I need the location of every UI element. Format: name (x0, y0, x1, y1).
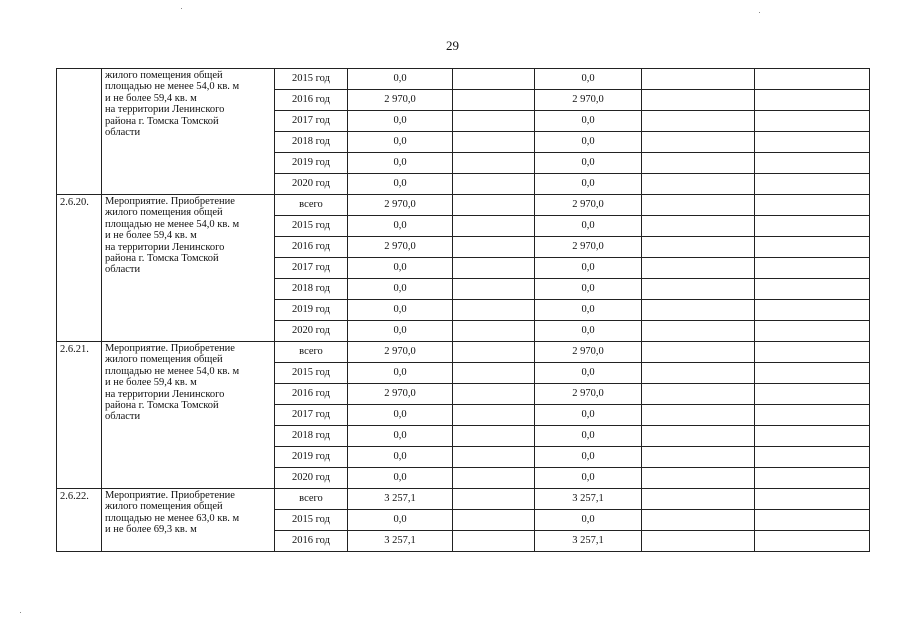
empty-cell (642, 405, 755, 426)
federal-cell (453, 174, 535, 195)
description-line: и не более 69,3 кв. м (105, 524, 197, 536)
description-line: и не более 59,4 кв. м (105, 92, 197, 104)
empty-cell (642, 111, 755, 132)
federal-cell (453, 363, 535, 384)
description-line: площадью не менее 54,0 кв. м (105, 81, 240, 93)
federal-cell (453, 195, 535, 216)
year-cell: 2016 год (275, 384, 348, 405)
federal-cell (453, 468, 535, 489)
description-line: жилого помещения общей (105, 354, 223, 366)
local-budget-cell: 3 257,1 (535, 531, 642, 552)
empty-cell (755, 195, 870, 216)
local-budget-cell: 0,0 (535, 426, 642, 447)
total-cell: 0,0 (348, 426, 453, 447)
local-budget-cell: 0,0 (535, 216, 642, 237)
local-budget-cell: 2 970,0 (535, 237, 642, 258)
local-budget-cell: 0,0 (535, 510, 642, 531)
scan-mark (759, 12, 760, 13)
year-cell: 2015 год (275, 510, 348, 531)
item-number: 2.6.22. (57, 489, 102, 552)
local-budget-cell: 0,0 (535, 174, 642, 195)
federal-cell (453, 90, 535, 111)
description-line: и не более 59,4 кв. м (105, 377, 197, 389)
description-line: площадью не менее 54,0 кв. м (105, 218, 240, 230)
empty-cell (755, 90, 870, 111)
empty-cell (755, 279, 870, 300)
local-budget-cell: 0,0 (535, 279, 642, 300)
federal-cell (453, 258, 535, 279)
empty-cell (755, 405, 870, 426)
scan-mark (20, 612, 21, 613)
local-budget-cell: 0,0 (535, 153, 642, 174)
year-cell: 2018 год (275, 132, 348, 153)
year-cell: всего (275, 342, 348, 363)
table-row (57, 69, 870, 90)
year-cell: 2020 год (275, 321, 348, 342)
total-cell: 0,0 (348, 258, 453, 279)
empty-cell (755, 342, 870, 363)
local-budget-cell: 0,0 (535, 300, 642, 321)
description-line: жилого помещения общей (105, 70, 223, 81)
year-cell: 2017 год (275, 111, 348, 132)
total-cell: 3 257,1 (348, 489, 453, 510)
empty-cell (755, 300, 870, 321)
total-cell: 0,0 (348, 321, 453, 342)
empty-cell (755, 489, 870, 510)
empty-cell (755, 384, 870, 405)
description-line: области (105, 127, 141, 139)
total-cell: 0,0 (348, 153, 453, 174)
total-cell: 2 970,0 (348, 384, 453, 405)
local-budget-cell: 0,0 (535, 132, 642, 153)
federal-cell (453, 426, 535, 447)
total-cell: 0,0 (348, 405, 453, 426)
empty-cell (642, 279, 755, 300)
year-cell: 2020 год (275, 468, 348, 489)
description-line: площадью не менее 63,0 кв. м (105, 512, 240, 524)
total-cell: 0,0 (348, 174, 453, 195)
description-line: района г. Томска Томской (105, 400, 219, 412)
description-line: жилого помещения общей (105, 207, 223, 219)
description-line: жилого помещения общей (105, 501, 223, 513)
description-line: на территории Ленинского (105, 104, 225, 116)
item-number: 2.6.20. (57, 195, 102, 342)
year-cell: 2017 год (275, 405, 348, 426)
year-cell: всего (275, 489, 348, 510)
year-cell: 2017 год (275, 258, 348, 279)
empty-cell (755, 216, 870, 237)
scan-mark (181, 8, 182, 9)
total-cell: 2 970,0 (348, 237, 453, 258)
federal-cell (453, 405, 535, 426)
total-cell: 0,0 (348, 216, 453, 237)
empty-cell (755, 174, 870, 195)
federal-cell (453, 489, 535, 510)
empty-cell (642, 510, 755, 531)
local-budget-cell: 3 257,1 (535, 489, 642, 510)
local-budget-cell: 2 970,0 (535, 342, 642, 363)
description-line: на территории Ленинского (105, 388, 225, 400)
year-cell: 2016 год (275, 531, 348, 552)
description-line: Мероприятие. Приобретение (105, 196, 235, 207)
local-budget-cell: 0,0 (535, 258, 642, 279)
total-cell: 0,0 (348, 363, 453, 384)
federal-cell (453, 510, 535, 531)
description-line: Мероприятие. Приобретение (105, 343, 235, 354)
empty-cell (755, 468, 870, 489)
local-budget-cell: 0,0 (535, 111, 642, 132)
empty-cell (755, 132, 870, 153)
year-cell: 2018 год (275, 426, 348, 447)
empty-cell (755, 111, 870, 132)
empty-cell (642, 132, 755, 153)
empty-cell (755, 531, 870, 552)
total-cell: 0,0 (348, 111, 453, 132)
local-budget-cell: 0,0 (535, 363, 642, 384)
empty-cell (755, 321, 870, 342)
total-cell: 0,0 (348, 468, 453, 489)
local-budget-cell: 2 970,0 (535, 384, 642, 405)
year-cell: 2019 год (275, 300, 348, 321)
empty-cell (755, 426, 870, 447)
empty-cell (642, 69, 755, 90)
description-line: области (105, 264, 141, 276)
description-line: района г. Томска Томской (105, 115, 219, 127)
table-row (57, 195, 870, 216)
total-cell: 0,0 (348, 300, 453, 321)
description-line: и не более 59,4 кв. м (105, 230, 197, 242)
local-budget-cell: 0,0 (535, 321, 642, 342)
year-cell: 2015 год (275, 363, 348, 384)
federal-cell (453, 300, 535, 321)
year-cell: 2016 год (275, 237, 348, 258)
budget-table (56, 68, 870, 552)
item-description (102, 342, 275, 489)
year-cell: всего (275, 195, 348, 216)
empty-cell (642, 195, 755, 216)
local-budget-cell: 0,0 (535, 447, 642, 468)
year-cell: 2015 год (275, 69, 348, 90)
empty-cell (642, 447, 755, 468)
empty-cell (642, 90, 755, 111)
year-cell: 2018 год (275, 279, 348, 300)
item-description (102, 69, 275, 195)
empty-cell (755, 447, 870, 468)
empty-cell (755, 363, 870, 384)
local-budget-cell: 0,0 (535, 405, 642, 426)
empty-cell (642, 342, 755, 363)
table-row (57, 342, 870, 363)
federal-cell (453, 531, 535, 552)
local-budget-cell: 2 970,0 (535, 90, 642, 111)
empty-cell (642, 384, 755, 405)
description-line: области (105, 411, 141, 423)
empty-cell (642, 489, 755, 510)
empty-cell (755, 69, 870, 90)
empty-cell (642, 174, 755, 195)
empty-cell (755, 510, 870, 531)
year-cell: 2020 год (275, 174, 348, 195)
item-description (102, 489, 275, 552)
page-number: 29 (446, 38, 459, 53)
empty-cell (642, 468, 755, 489)
description-line: площадью не менее 54,0 кв. м (105, 365, 240, 377)
year-cell: 2019 год (275, 447, 348, 468)
year-cell: 2015 год (275, 216, 348, 237)
local-budget-cell: 0,0 (535, 69, 642, 90)
federal-cell (453, 342, 535, 363)
total-cell: 3 257,1 (348, 531, 453, 552)
empty-cell (755, 237, 870, 258)
empty-cell (642, 237, 755, 258)
total-cell: 2 970,0 (348, 342, 453, 363)
total-cell: 2 970,0 (348, 195, 453, 216)
federal-cell (453, 69, 535, 90)
total-cell: 0,0 (348, 279, 453, 300)
total-cell: 2 970,0 (348, 90, 453, 111)
federal-cell (453, 279, 535, 300)
empty-cell (642, 363, 755, 384)
total-cell: 0,0 (348, 132, 453, 153)
table-row (57, 489, 870, 510)
federal-cell (453, 321, 535, 342)
year-cell: 2016 год (275, 90, 348, 111)
year-cell: 2019 год (275, 153, 348, 174)
empty-cell (642, 531, 755, 552)
federal-cell (453, 111, 535, 132)
local-budget-cell: 0,0 (535, 468, 642, 489)
total-cell: 0,0 (348, 510, 453, 531)
federal-cell (453, 216, 535, 237)
empty-cell (642, 321, 755, 342)
local-budget-cell: 2 970,0 (535, 195, 642, 216)
total-cell: 0,0 (348, 69, 453, 90)
federal-cell (453, 237, 535, 258)
item-description (102, 195, 275, 342)
federal-cell (453, 153, 535, 174)
federal-cell (453, 384, 535, 405)
empty-cell (642, 153, 755, 174)
empty-cell (642, 258, 755, 279)
description-line: на территории Ленинского (105, 241, 225, 253)
empty-cell (642, 216, 755, 237)
empty-cell (755, 153, 870, 174)
item-number (57, 69, 102, 195)
empty-cell (755, 258, 870, 279)
item-number: 2.6.21. (57, 342, 102, 489)
federal-cell (453, 447, 535, 468)
empty-cell (642, 426, 755, 447)
total-cell: 0,0 (348, 447, 453, 468)
empty-cell (642, 300, 755, 321)
description-line: района г. Томска Томской (105, 253, 219, 265)
federal-cell (453, 132, 535, 153)
description-line: Мероприятие. Приобретение (105, 490, 235, 501)
